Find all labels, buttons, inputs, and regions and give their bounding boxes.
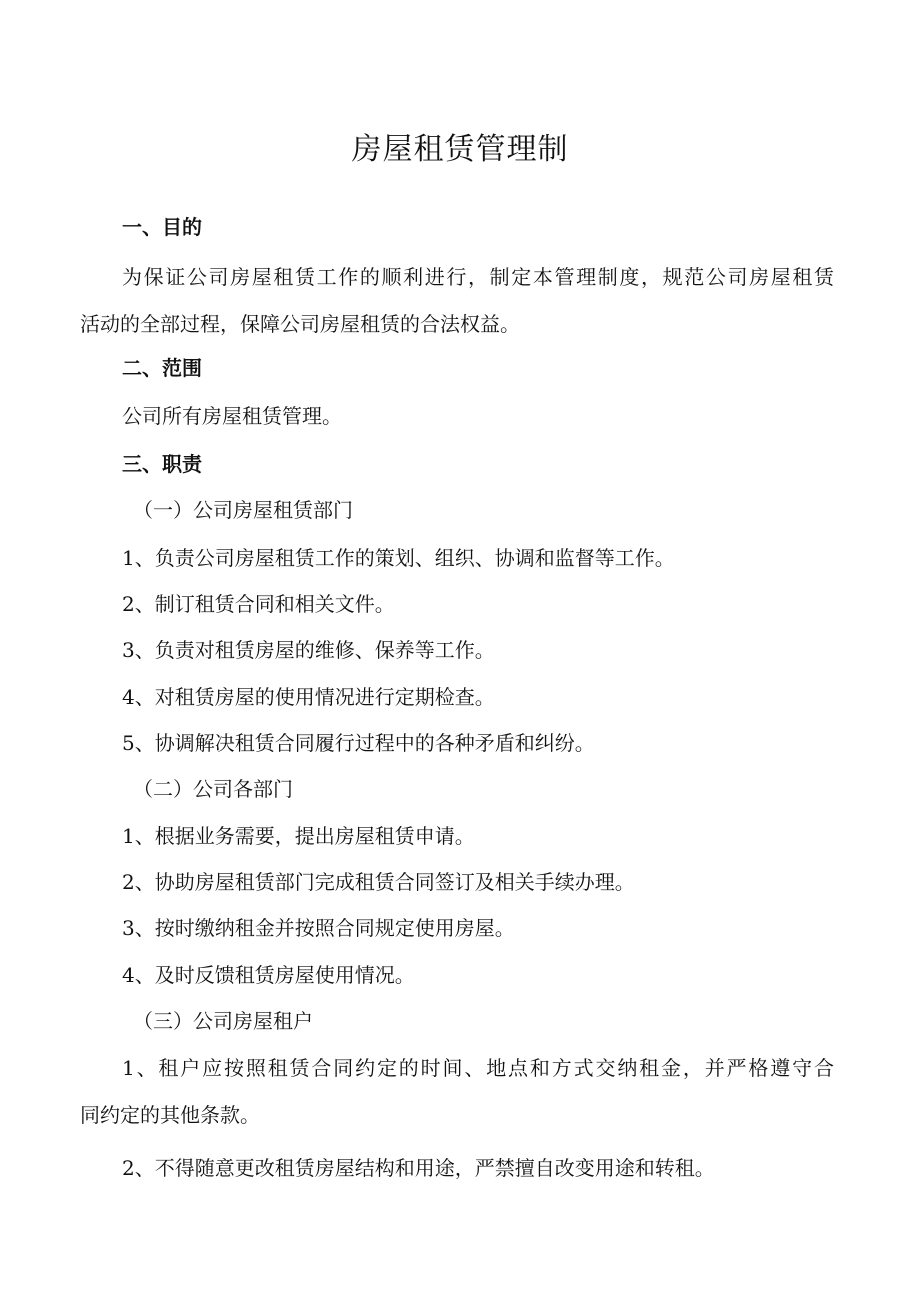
section-heading-scope: 二、范围 [122,356,202,380]
duties-group-3-item-1-line-2: 同约定的其他条款。 [80,1103,260,1127]
duties-group-2-title: （二）公司各部门 [133,777,293,801]
duties-group-2-item-4: 4、及时反馈租赁房屋使用情况。 [122,963,415,987]
duties-group-1-item-4: 4、对租赁房屋的使用情况进行定期检查。 [122,685,495,709]
duties-group-1-item-1: 1、负责公司房屋租赁工作的策划、组织、协调和监督等工作。 [122,546,675,570]
duties-group-1-item-3: 3、负责对租赁房屋的维修、保养等工作。 [122,638,495,662]
duties-group-2-item-1: 1、根据业务需要，提出房屋租赁申请。 [122,824,475,848]
section-heading-duties: 三、职责 [122,452,202,476]
purpose-paragraph-line-2: 活动的全部过程，保障公司房屋租赁的合法权益。 [80,312,520,336]
duties-group-1-title: （一）公司房屋租赁部门 [133,498,353,522]
purpose-paragraph-line-1: 为保证公司房屋租赁工作的顺利进行，制定本管理制度，规范公司房屋租赁 [122,265,834,289]
duties-group-3-item-2: 2、不得随意更改租赁房屋结构和用途，严禁擅自改变用途和转租。 [122,1156,715,1180]
section-heading-purpose: 一、目的 [122,215,202,239]
scope-paragraph: 公司所有房屋租赁管理。 [122,404,342,428]
duties-group-1-item-5: 5、协调解决租赁合同履行过程中的各种矛盾和纠纷。 [122,731,595,755]
duties-group-3-title: （三）公司房屋租户 [133,1009,313,1033]
duties-group-2-item-3: 3、按时缴纳租金并按照合同规定使用房屋。 [122,916,515,940]
duties-group-3-item-1-line-1: 1、租户应按照租赁合同约定的时间、地点和方式交纳租金，并严格遵守合 [122,1056,834,1080]
duties-group-1-item-2: 2、制订租赁合同和相关文件。 [122,592,395,616]
document-title: 房屋租赁管理制 [351,132,569,167]
duties-group-2-item-2: 2、协助房屋租赁部门完成租赁合同签订及相关手续办理。 [122,870,635,894]
